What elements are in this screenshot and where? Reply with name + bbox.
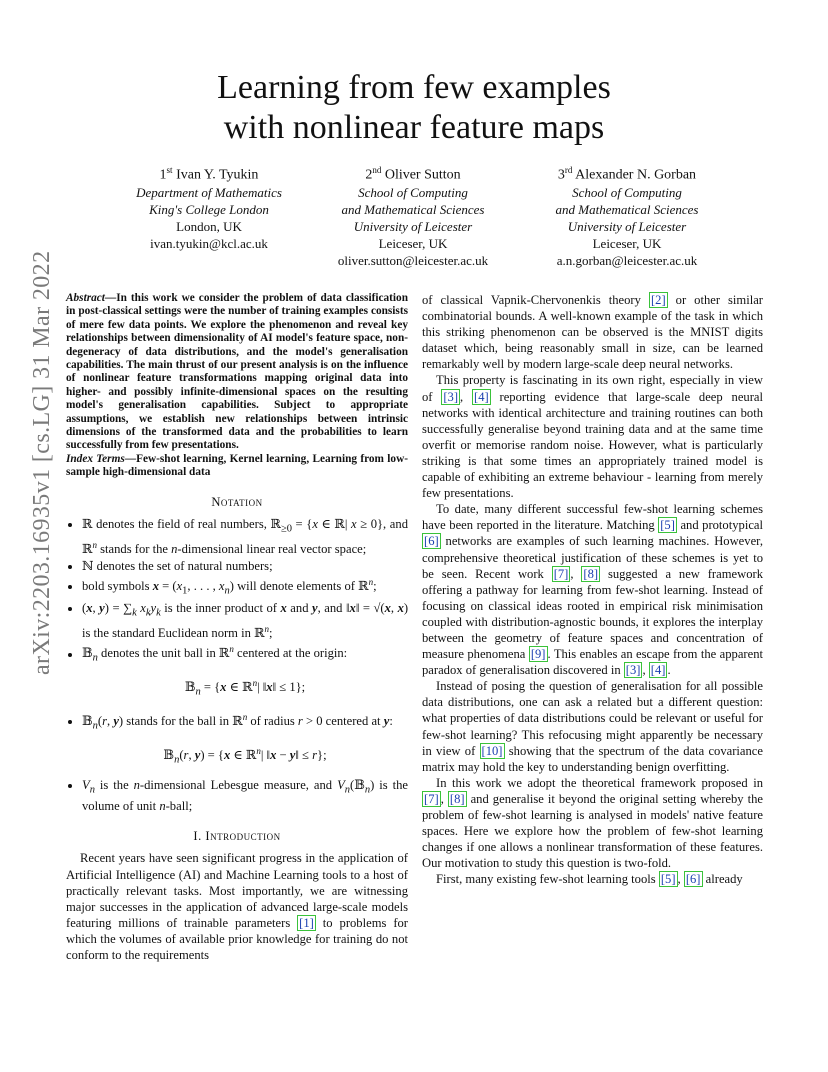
citation-link[interactable]: [2] (650, 293, 666, 307)
text: To date, many different successful few-shot learning schemes have been reported in the literature. Matching (422, 502, 763, 533)
author-affiliation: Department of Mathematics (136, 184, 282, 200)
abstract-text: —In this work we consider the problem of data classification in post-classical settings were the number of training examples consists of mere few data points. We explore the phenomenon and reveal key relationships between dimensionality of AI model's feature space, non-degeneracy of data distributions, and the model's generalisation capabilities. The main thrust of our present analysis is on the influence of nonlinear feature transformations mapping original data into higher- and possibly infinite-dimensional spaces on the resulting model's generalisation capabilities. Subject to appropriate assumptions, we establish new relationships between intrinsic dimensions of the transformed data and the probabilities to learn successfully from few presentations. (66, 292, 408, 452)
text: to problems for which the volumes of available prior knowledge for training do not conform to the requirements (66, 915, 408, 962)
index-terms-label: Index Terms (66, 452, 125, 465)
list-item: • ℕ denotes the set of natural numbers; (82, 558, 408, 574)
author-block-1 (94, 162, 324, 252)
title-line-1: Learning from few examples (217, 69, 611, 106)
author-ordinal: nd (372, 165, 382, 175)
author-affiliation: and Mathematical Sciences (555, 201, 699, 217)
left-column (66, 292, 408, 963)
equation: 𝔹$_n$(r, y) = {x ∈ ℝ$^n$| ‖x − y‖ ≤ r}; (163, 745, 327, 766)
abstract-label: Abstract (66, 292, 105, 304)
list-item: • ℝ denotes the field of real numbers, ℝ$_{\ge 0}$ = {x ∈ ℝ| x ≥ 0}, and ℝ$^n$ stands for the n-dimensional linear real vector space; (82, 516, 408, 558)
author-affiliation: School of Computing (572, 184, 682, 200)
text: suggested a new framework offering a pathway for learning from few-shot learning. Instead of focusing on classical ideas rooted in empirical risk minimisation coupled with distribution-agnostic bounds, it explores the interplay between the geometry of feature spaces and concentration of measure phenomena (422, 566, 763, 662)
abstract (66, 292, 408, 453)
author-email: a.n.gorban@leicester.ac.uk (556, 252, 698, 268)
text: This property is fascinating in its own right, especially in view of (422, 373, 763, 404)
citation-link[interactable]: [6] (685, 872, 701, 887)
paragraph (422, 292, 763, 372)
citation-link[interactable]: [1] (299, 915, 314, 930)
text: Recent years have seen significant progress in the application of Artificial Intelligence (AI) and Machine Learning tools to a host of practically relevant tasks. Most importantly, we are witnessing major successes in the application of advanced large-scale models featuring millions of trainable parameters (66, 851, 408, 930)
paper-title (60, 68, 768, 148)
text: reporting evidence that large-scale deep neural networks with identical architecture and training routines can both successfully generalise beyond training data and at the same time overfit or memorise random noise. However, what is particularly striking is that some times an appropriately trained model is capable of exhibiting an extreme behaviour - learning from merely few presentations. (422, 389, 763, 501)
author-affiliation: University of Leicester (353, 218, 473, 234)
text: and generalise it beyond the original setting whereby the problem of few-shot learning is analysed in models' native feature spaces. Here we explore how the problem of few-shot learning changes if one allows a nonlinear transformation of these features. Our motivation to study this question is two-fold. (422, 791, 764, 871)
right-column (422, 292, 763, 887)
author-affiliation: and Mathematical Sciences (341, 201, 485, 217)
list-item: • 𝔹$_n$ denotes the unit ball in ℝ$^n$ centered at the origin: 𝔹$_n$ = {x ∈ ℝ$^n$| ‖x‖ ≤ 1}; (82, 641, 408, 701)
author-number: 3 (557, 167, 565, 183)
introduction-heading: I. Introduction (193, 829, 281, 844)
list-item: • (x, $y) = \sum_k$ $x_ky_k$ is the inner product of x and y, and ‖x‖ = √(x, x) is the standard Euclidean norm in ℝ$^n$; (82, 600, 408, 642)
citation-link[interactable]: [7] (424, 791, 439, 806)
index-terms (66, 453, 408, 480)
text: already (705, 872, 743, 887)
text: Instead of posing the question of generalisation for all possible data distributions, one can ask a related but a different question: what properties of data distributions could be relevant or useful for few-shot learning? This refocusing might apparently be necessary in view of (422, 679, 763, 758)
equation: 𝔹$_n$ = {x ∈ ℝ$^n$| ‖x‖ ≤ 1}; (184, 678, 306, 698)
text: or other similar combinatorial bounds. A well-known example of the task in which this striking phenomenon can be observed is the MNIST digits dataset which, being reasonably small in size, can be learned remarkably well by modern large-scale deep neural networks. (422, 293, 764, 372)
list-item: • bold symbols $x = (x_1$, . . . , $x_n$) will denote elements of ℝ$^n$; (82, 574, 408, 600)
notation-heading: Notation (211, 494, 263, 509)
citation-link[interactable]: [7] (553, 566, 569, 581)
citation-link[interactable]: [8] (449, 791, 465, 806)
author-name: Oliver Sutton (384, 167, 461, 183)
author-affiliation: University of Leicester (567, 218, 687, 234)
citation-link[interactable]: [4] (474, 389, 489, 404)
paragraph: In this work we adopt the theoretical framework proposed in [7] , [8] and generalise it beyond the original setting whereby the problem of few-shot learning is analysed in models' native feature spaces. Here we explore how the problem of few-shot learning changes if one allows a nonlinear transformation of these features. Our motivation to study this question is two-fold. (422, 775, 764, 871)
author-name: Alexander N. Gorban (575, 167, 697, 183)
citation-link[interactable]: [4] (650, 663, 666, 678)
author-block-3 (512, 162, 742, 269)
author-block-2 (298, 162, 528, 269)
paragraph: This property is fascinating in its own right, especially in view of [3] , [4] reporting evidence that large-scale deep neural networks with identical architecture and training routines can both successfully generalise beyond training data and at the same time overfit or memorise random noise. However, what is particularly striking is that some times an appropriately trained model is capable of exhibiting an extreme behaviour - learning from merely few presentations. (422, 373, 763, 501)
citation-link[interactable]: [10] (481, 743, 503, 758)
author-ordinal: st (166, 165, 173, 175)
citation-link[interactable]: [3] (625, 663, 641, 678)
author-email: ivan.tyukin@kcl.ac.uk (150, 235, 268, 251)
title-line-2: with nonlinear feature maps (223, 109, 605, 146)
intro-paragraph (66, 850, 408, 963)
author-email: oliver.sutton@leicester.ac.uk (337, 252, 489, 268)
citation-link[interactable]: [8] (583, 566, 599, 581)
paragraph: To date, many different successful few-shot learning schemes have been reported in the literature. Matching [5] and prototypical [6] networks are examples of such learning machines. However, comprehensive theoretical justification of these schemes is yet to be seen. Recent work [7] , [8] suggested a new framework offering a pathway for learning from few-shot learning. Instead of focusing on classical ideas rooted in empirical risk minimisation coupled with distribution-agnostic bounds, it explores the interplay between the geometry of feature spaces and concentration of measure phenomena [9] . This enables an escape from the apparent paradox of generalisation discovered in [3] , [4] . (422, 502, 763, 678)
text: First, many existing few-shot learning tools (436, 872, 656, 887)
author-city: London, UK (176, 218, 242, 234)
author-city: Leiceser, UK (378, 235, 448, 251)
text: networks are examples of such learning machines. However, comprehensive theoretical justification of these schemes is yet to be seen. Recent work (422, 534, 763, 581)
list-item: • 𝔹$_n$(r, y) stands for the ball in ℝ$^n$ of radius r > 0 centered at y: 𝔹$_n$(r, y) = {x ∈ ℝ$^n$| ‖x − y‖ ≤ r}; (82, 709, 408, 769)
paragraph (422, 678, 763, 775)
author-name: Ivan Y. Tyukin (176, 167, 259, 183)
notation-list (66, 516, 408, 815)
author-affiliation: School of Computing (358, 184, 468, 200)
author-number: 1 (159, 167, 167, 183)
index-terms-text: —Few-shot learning, Kernel learning, Learning from low-sample high-dimensional data (66, 452, 408, 479)
citation-link[interactable]: [9] (530, 647, 546, 662)
text: showing that the spectrum of the data covariance matrix may hold the key to understanding benign overfitting. (422, 743, 763, 774)
text: In this work we adopt the theoretical framework proposed in (436, 775, 763, 790)
paragraph: First, many existing few-shot learning tools [5] , [6] already (436, 872, 743, 887)
author-affiliation: King's College London (149, 201, 269, 217)
text: . This enables an escape from the apparent paradox of generalisation discovered in (422, 647, 763, 678)
citation-link[interactable]: [6] (424, 534, 439, 549)
arxiv-sidebar-stamp: arXiv:2203.16935v1 [cs.LG] 31 Mar 2022 (29, 250, 55, 675)
list-item: • $V_n$ is the n-dimensional Lebesgue measure, and $V_n(𝔹_n)$ is the volume of unit n-ball; (82, 777, 408, 815)
author-city: Leiceser, UK (592, 235, 662, 251)
citation-link[interactable]: [3] (443, 389, 459, 404)
text: and prototypical (680, 518, 763, 533)
citation-link[interactable]: [5] (660, 518, 675, 533)
citation-link[interactable]: [5] (660, 872, 676, 887)
text: of classical Vapnik-Chervonenkis theory (422, 293, 641, 307)
author-ordinal: rd (564, 165, 573, 175)
author-number: 2 (365, 167, 373, 183)
